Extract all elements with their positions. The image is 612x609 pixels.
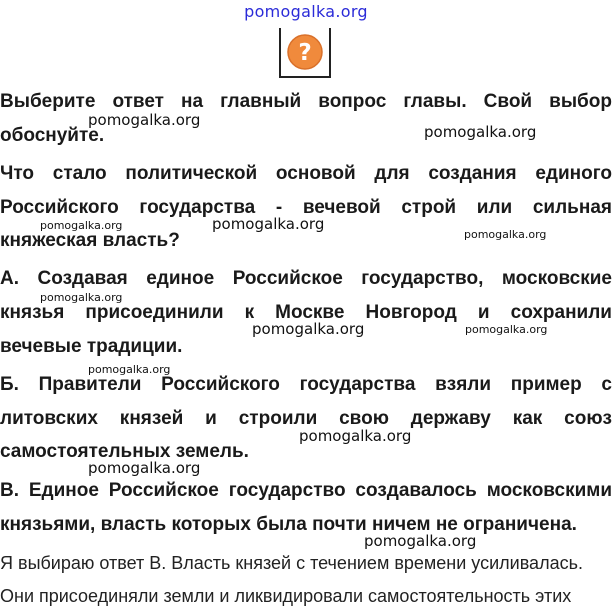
text-line: В. Единое Российское государство создавалось московскими <box>0 480 612 501</box>
watermark: pomogalka.org <box>299 427 412 445</box>
text-line: Российского государства - вечевой строй или сильная <box>0 197 612 218</box>
watermark: pomogalka.org <box>212 215 325 233</box>
text-line: вечевые традиции. <box>0 336 183 357</box>
text-line: Б. Правители Российского государства взяли пример с <box>0 374 612 395</box>
watermark: pomogalka.org <box>88 363 171 376</box>
text-line: князья присоединили к Москве Новгород и сохранили <box>0 302 612 323</box>
text-line: Что стало политической основой для создания единого <box>0 163 612 184</box>
question-icon <box>286 33 324 71</box>
watermark: pomogalka.org <box>424 123 537 141</box>
watermark: pomogalka.org <box>252 320 365 338</box>
text-line: Они присоединяли земли и ликвидировали самостоятельность этих <box>0 586 572 606</box>
text-line: обоснуйте. <box>0 125 105 146</box>
watermark: pomogalka.org <box>40 291 123 304</box>
watermark: pomogalka.org <box>88 459 201 477</box>
svg-text:?: ? <box>298 40 312 66</box>
watermark-top: pomogalka.org <box>244 2 368 21</box>
watermark: pomogalka.org <box>464 228 547 241</box>
watermark: pomogalka.org <box>465 323 548 336</box>
watermark: pomogalka.org <box>88 111 201 129</box>
text-line: А. Создавая единое Российское государство, московские <box>0 268 612 289</box>
text-line: Я выбираю ответ В. Власть князей с течением времени усиливалась. <box>0 553 583 573</box>
question-box <box>279 28 331 78</box>
text-line: князьями, власть которых была почти ничем не ограничена. <box>0 514 577 535</box>
text-line: самостоятельных земель. <box>0 441 249 462</box>
watermark: pomogalka.org <box>364 532 477 550</box>
text-line: Выберите ответ на главный вопрос главы. Свой выбор <box>0 91 612 112</box>
text-line: княжеская власть? <box>0 230 180 251</box>
text-line: литовских князей и строили свою державу как союз <box>0 408 612 429</box>
watermark: pomogalka.org <box>40 219 123 232</box>
